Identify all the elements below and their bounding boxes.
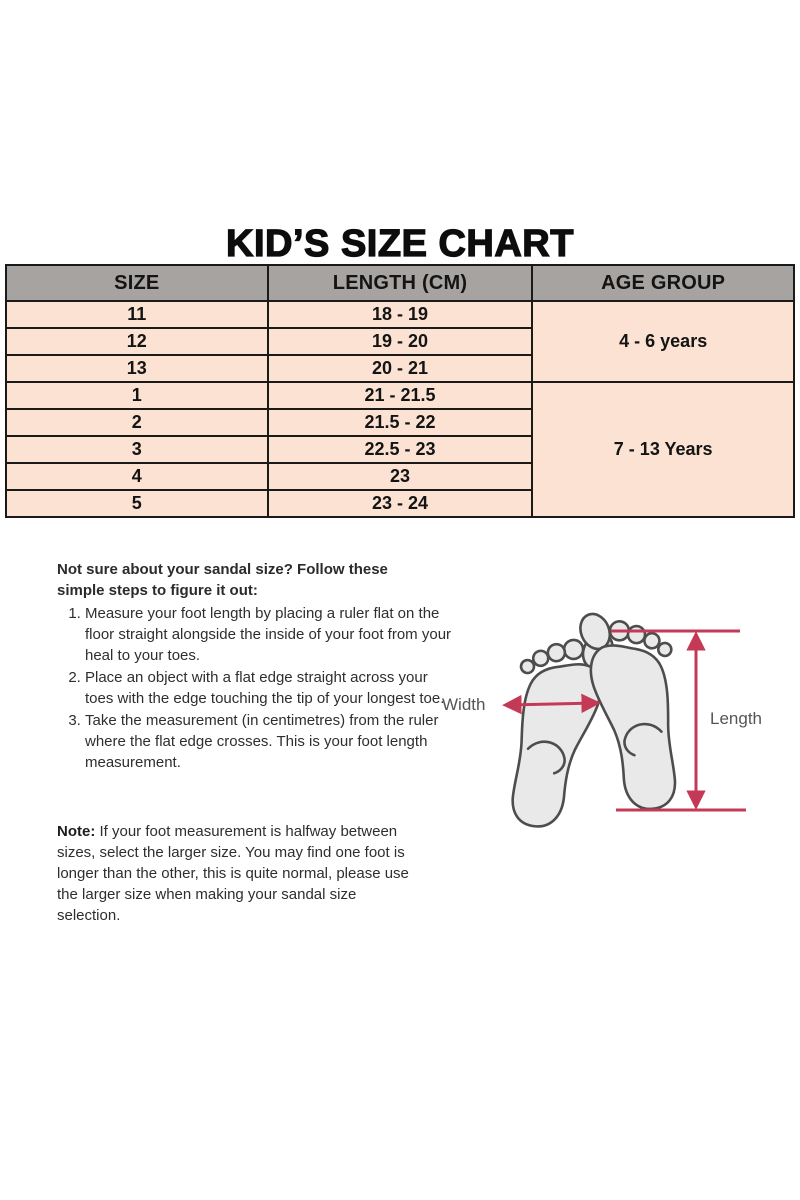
feet-measurement-diagram [430,598,775,838]
instruction-step: 1. Measure your foot length by placing a ruler flat on the floor straight alongside the inside of your foot from your heal to your toes. [85,603,459,666]
length-cell: 23 [268,463,533,490]
table-row [6,301,794,328]
toe [657,642,672,657]
size-note-text [57,821,409,926]
column-header-length: LENGTH (CM) [268,265,533,301]
size-cell: 1 [6,382,268,409]
length-cell: 23 - 24 [268,490,533,517]
table-row [6,382,794,409]
width-arrow [506,703,597,705]
size-chart-table [5,264,795,518]
page-title: KID’S SIZE CHART [226,223,574,266]
size-cell: 2 [6,409,268,436]
instruction-step: 3. Take the measurement (in centimetres) from the ruler where the flat edge crosses. This is your foot length measurement. [85,710,459,773]
size-cell: 11 [6,301,268,328]
length-cell: 22.5 - 23 [268,436,533,463]
age-group-cell: 7 - 13 Years [532,382,794,517]
width-label: Width [442,695,486,714]
toe [520,659,536,675]
measuring-steps-list [57,603,459,774]
length-cell: 18 - 19 [268,301,533,328]
measuring-intro-text: Not sure about your sandal size? Follow these simple steps to figure it out: [57,561,388,599]
header-row [6,265,794,301]
note-label: Note: [57,823,96,840]
size-cell: 4 [6,463,268,490]
size-cell: 5 [6,490,268,517]
note-body: If your foot measurement is halfway between sizes, select the larger size. You may find one foot is longer than the other, this is quite normal, please use the larger size when making your sandal size selection. [57,823,409,924]
length-cell: 19 - 20 [268,328,533,355]
size-cell: 13 [6,355,268,382]
length-cell: 21 - 21.5 [268,382,533,409]
length-cell: 21.5 - 22 [268,409,533,436]
instruction-step: 2. Place an object with a flat edge straight across your toes with the edge touching the tip of your longest toe. [85,667,459,709]
age-group-cell: 4 - 6 years [532,301,794,382]
size-cell: 3 [6,436,268,463]
length-label: Length [710,709,762,728]
column-header-age-group: AGE GROUP [532,265,794,301]
length-cell: 20 - 21 [268,355,533,382]
column-header-size: SIZE [6,265,268,301]
size-cell: 12 [6,328,268,355]
